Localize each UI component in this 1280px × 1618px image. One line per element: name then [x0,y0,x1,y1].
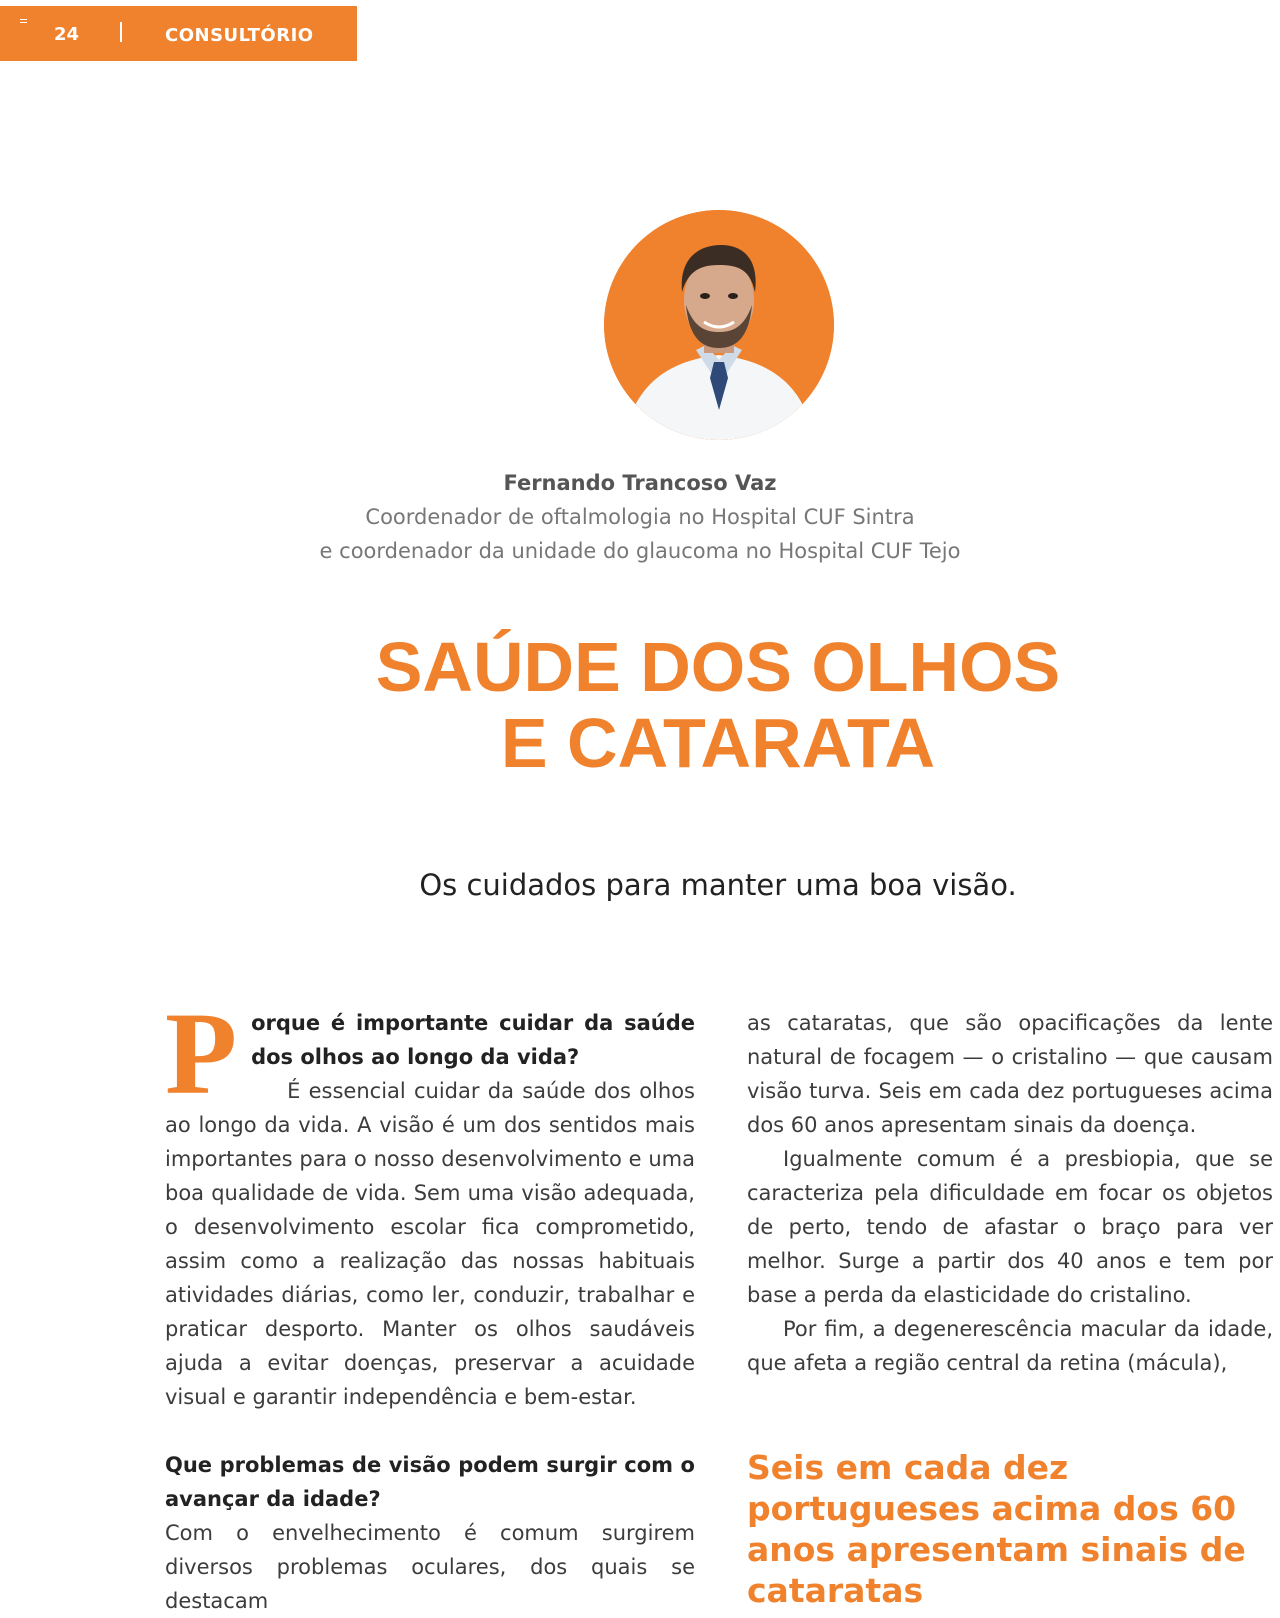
section-label: CONSULTÓRIO [165,25,314,46]
section-header-bar [0,6,357,61]
answer-2-continued: as cataratas, que são opacificações da lente natural de focagem — o cristalino — que causam visão turva. Seis em cada dez portugueses acima dos 60 anos apresentam sinais da doença. [747,1011,1273,1137]
author-portrait [604,210,834,440]
menu-icon [20,19,27,26]
article-title-line2: E CATARATA [500,704,936,782]
author-role-line2: e coordenador da unidade do glaucoma no Hospital CUF Tejo [319,539,961,563]
answer-1: É essencial cuidar da saúde dos olhos ao longo da vida. A visão é um dos sentidos mais importantes para o nosso desenvolvimento e uma boa qualidade de vida. Sem uma visão adequada, o desenvolvimento escolar fica comprometido, assim como a realização das nossas habituais atividades diárias, como ler, conduzir, trabalhar e praticar desporto. Manter os olhos saudáveis ajuda a evitar doenças, preservar a acuidade visual e garantir independência e bem-estar. [165,1079,695,1409]
author-role-line1: Coordenador de oftalmologia no Hospital CUF Sintra [365,505,915,529]
header-divider [120,22,122,42]
drop-cap: P [165,988,238,1119]
body-column-right [747,1006,1273,1380]
question-1: orque é importante cuidar da saúde dos olhos ao longo da vida? [251,1011,695,1069]
macular-paragraph: Por fim, a degenerescência macular da idade, que afeta a região central da retina (mácula), [747,1317,1273,1375]
article-title-line1: SAÚDE DOS OLHOS [375,628,1061,706]
presbyopia-paragraph: Igualmente comum é a presbiopia, que se caracteriza pela dificuldade em focar os objetos de perto, tendo de afastar o braço para ver melhor. Surge a partir dos 40 anos e tem por base a perda da elasticidade do cristalino. [747,1147,1273,1307]
article-subtitle: Os cuidados para manter uma boa visão. [419,868,1017,902]
body-column-left [165,988,695,1618]
answer-2-start: Com o envelhecimento é comum surgirem diversos problemas oculares, dos quais se destacam [165,1521,695,1613]
pull-quote: Seis em cada dez portugueses acima dos 60 anos apresentam sinais de cataratas [747,1448,1246,1610]
page-number: 24 [54,24,80,45]
author-name: Fernando Trancoso Vaz [503,471,777,495]
question-2: Que problemas de visão podem surgir com o avançar da idade? [165,1453,695,1511]
